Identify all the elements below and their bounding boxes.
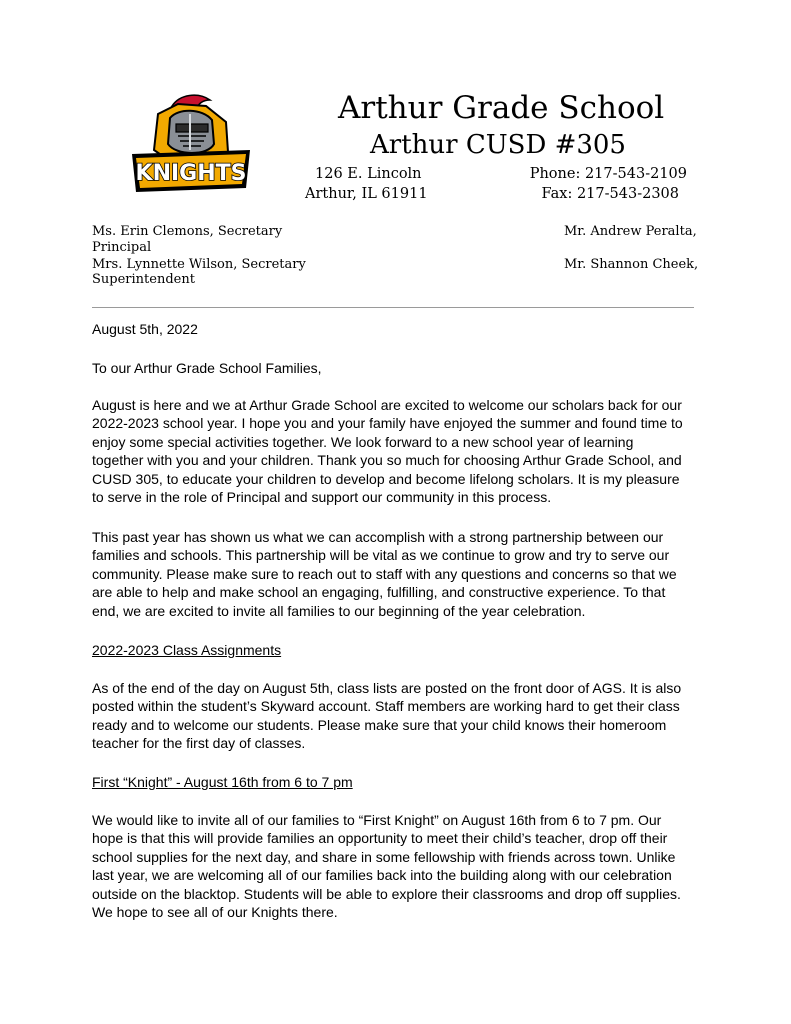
staff-left-line-1: Ms. Erin Clemons, Secretary	[92, 224, 283, 239]
phone-number: Phone: 217-543-2109	[529, 166, 687, 182]
paragraph-line: This past year has shown us what we can accomplish with a strong partnership between our	[92, 529, 664, 545]
knight-helmet-icon	[128, 92, 254, 200]
staff-left-line-3: Mrs. Lynnette Wilson, Secretary	[92, 257, 306, 272]
paragraph-line: 2022-2023 school year. I hope you and your family have enjoyed the summer and found time to	[92, 415, 683, 432]
staff-left-line-4: Superintendent	[92, 272, 195, 287]
paragraph-line: families and schools. This partnership will be vital as we continue to grow and try to serve our	[92, 547, 670, 564]
paragraph-partnership	[92, 528, 704, 620]
paragraph-line: outside on the blacktop. Students will be able to explore their classrooms and drop off supplies.	[92, 885, 681, 902]
heading-first-knight: First “Knight” - August 16th from 6 to 7 pm	[92, 774, 353, 790]
paragraph-line: We would like to invite all of our families to “First Knight” on August 16th from 6 to 7 pm. Our	[92, 812, 662, 828]
paragraph-line: together with you and your children. Thank you so much for choosing Arthur Grade School, and	[92, 452, 682, 469]
paragraph-line: enjoy some special activities together. We look forward to a new school year of learning	[92, 433, 634, 450]
letter-greeting: To our Arthur Grade School Families,	[92, 360, 322, 376]
paragraph-line: CUSD 305, to educate your children to develop and become lifelong scholars. It is my pleasure	[92, 470, 680, 487]
staff-right-line-2: Mr. Shannon Cheek,	[564, 257, 699, 272]
paragraph-line: last year, we are welcoming all of our families back into the building along with our celebration	[92, 867, 672, 884]
address-line-1: 126 E. Lincoln	[315, 166, 422, 182]
paragraph-line: are able to help and make school an engaging, fulfilling, and constructive experience. To that	[92, 584, 666, 601]
district-name: Arthur CUSD #305	[370, 130, 626, 160]
staff-left-line-2: Principal	[92, 240, 152, 255]
knights-logo	[128, 92, 254, 200]
paragraph-first-knight	[92, 811, 704, 921]
paragraph-class-assignments	[92, 679, 704, 753]
school-name: Arthur Grade School	[338, 90, 665, 126]
paragraph-line: teacher for the first day of classes.	[92, 735, 306, 752]
paragraph-line: August is here and we at Arthur Grade School are excited to welcome our scholars back for our	[92, 397, 682, 413]
paragraph-line: As of the end of the day on August 5th, class lists are posted on the front door of AGS. It is also	[92, 680, 682, 696]
fax-number: Fax: 217-543-2308	[541, 186, 679, 202]
heading-class-assignments: 2022-2023 Class Assignments	[92, 642, 282, 658]
address-line-2: Arthur, IL 61911	[305, 186, 428, 202]
paragraph-line: to serve in the role of Principal and support our community in this process.	[92, 489, 552, 506]
paragraph-line: end, we are excited to invite all families to our beginning of the year celebration.	[92, 602, 586, 619]
paragraph-line: hope is that this will provide families an opportunity to meet their child’s teacher, drop off their	[92, 830, 668, 847]
paragraph-line: We hope to see all of our Knights there.	[92, 904, 338, 921]
paragraph-line: school supplies for the next day, and share in some fellowship with friends across town. Unlike	[92, 848, 676, 865]
letter-date: August 5th, 2022	[92, 321, 198, 337]
header-divider	[92, 307, 694, 308]
logo-text: KNIGHTS	[135, 161, 247, 186]
paragraph-line: community. Please make sure to reach out to staff with any questions and concerns so that we	[92, 565, 677, 582]
paragraph-line: posted within the student’s Skyward account. Staff members are working hard to get their class	[92, 698, 680, 715]
staff-right-line-1: Mr. Andrew Peralta,	[564, 224, 697, 239]
paragraph-welcome	[92, 396, 704, 506]
paragraph-line: ready and to welcome our students. Please make sure that your child knows their homeroom	[92, 716, 667, 733]
